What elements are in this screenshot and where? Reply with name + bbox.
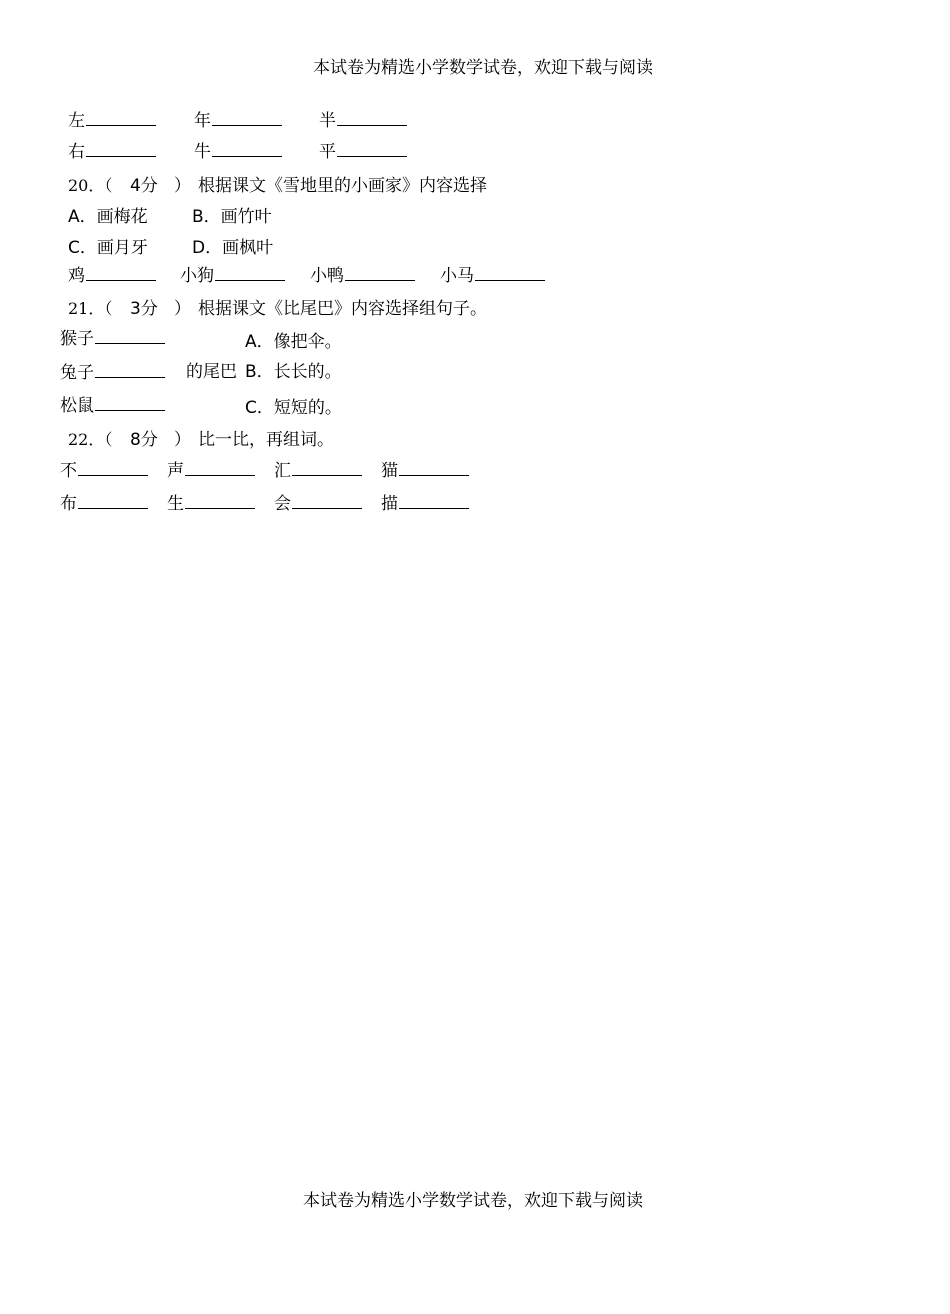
answer-blank[interactable] (399, 458, 469, 476)
animal-label: 小鸭 (310, 266, 344, 286)
answer-blank[interactable] (86, 263, 156, 281)
question-stem: 根据课文《雪地里的小画家》内容选择 (198, 176, 487, 196)
question-number: 21．（ (68, 299, 113, 318)
animal-label: 鸡 (68, 266, 85, 286)
q19-item (68, 108, 156, 133)
q22-item (60, 491, 148, 516)
char-label: 平 (319, 142, 336, 162)
answer-blank[interactable] (337, 139, 407, 157)
answer-blank[interactable] (185, 458, 255, 476)
option-b: B．长长的。 (245, 362, 342, 382)
q22-item (274, 458, 362, 483)
char-label: 猫 (381, 461, 398, 481)
answer-blank[interactable] (345, 263, 415, 281)
option-a: A．像把伞。 (245, 332, 342, 352)
answer-blank[interactable] (475, 263, 545, 281)
answer-blank[interactable] (399, 491, 469, 509)
question-stem: 比一比，再组词。 (198, 430, 334, 450)
q20-item (180, 263, 285, 288)
option-b: B．画竹叶 (192, 207, 272, 227)
q20-header (68, 174, 668, 198)
answer-blank[interactable] (337, 108, 407, 126)
answer-blank[interactable] (78, 458, 148, 476)
question-number: 22．（ (68, 430, 113, 449)
option-c: C．短短的。 (245, 398, 342, 418)
q22-item (167, 458, 255, 483)
q22-item (60, 458, 148, 483)
option-a: A．画梅花 (68, 207, 148, 227)
question-paren: ） (174, 176, 191, 196)
question-number: 20．（ (68, 176, 113, 195)
q20-item (310, 263, 415, 288)
char-label: 牛 (194, 142, 211, 162)
answer-blank[interactable] (292, 458, 362, 476)
char-label: 描 (381, 494, 398, 514)
answer-blank[interactable] (292, 491, 362, 509)
q22-item (167, 491, 255, 516)
question-paren: ） (174, 430, 191, 450)
answer-blank[interactable] (86, 108, 156, 126)
answer-blank[interactable] (95, 393, 165, 411)
animal-label: 小马 (440, 266, 474, 286)
char-label: 会 (274, 494, 291, 514)
q21-header (68, 297, 668, 321)
q22-item (274, 491, 362, 516)
char-label: 年 (194, 111, 211, 131)
char-label: 不 (60, 461, 77, 481)
question-paren: ） (174, 299, 191, 319)
page-footer: 本试卷为精选小学数学试卷，欢迎下载与阅读 (303, 1191, 643, 1211)
animal-label: 小狗 (180, 266, 214, 286)
question-score: 3分 (130, 299, 158, 319)
q22-item (381, 458, 469, 483)
q19-item (194, 139, 282, 164)
answer-blank[interactable] (86, 139, 156, 157)
answer-blank[interactable] (212, 108, 282, 126)
answer-blank[interactable] (78, 491, 148, 509)
char-label: 左 (68, 111, 85, 131)
answer-blank[interactable] (212, 139, 282, 157)
q22-header (68, 428, 668, 452)
answer-blank[interactable] (215, 263, 285, 281)
animal-label: 兔子 (60, 363, 94, 383)
char-label: 汇 (274, 461, 291, 481)
q19-item (319, 108, 407, 133)
q19-item (194, 108, 282, 133)
char-label: 右 (68, 142, 85, 162)
q20-item (440, 263, 545, 288)
q20-item (68, 263, 156, 288)
q19-item (319, 139, 407, 164)
q22-item (381, 491, 469, 516)
question-score: 4分 (130, 176, 158, 196)
answer-blank[interactable] (95, 326, 165, 344)
char-label: 声 (167, 461, 184, 481)
char-label: 生 (167, 494, 184, 514)
q19-item (68, 139, 156, 164)
option-c: C．画月牙 (68, 238, 148, 258)
question-stem: 根据课文《比尾巴》内容选择组句子。 (198, 299, 487, 319)
question-score: 8分 (130, 430, 158, 450)
animal-label: 松鼠 (60, 396, 94, 416)
answer-blank[interactable] (95, 360, 165, 378)
tail-text: 的尾巴 (186, 362, 237, 382)
char-label: 布 (60, 494, 77, 514)
option-d: D．画枫叶 (192, 238, 274, 258)
char-label: 半 (319, 111, 336, 131)
page-header: 本试卷为精选小学数学试卷，欢迎下载与阅读 (313, 58, 653, 78)
animal-label: 猴子 (60, 329, 94, 349)
answer-blank[interactable] (185, 491, 255, 509)
